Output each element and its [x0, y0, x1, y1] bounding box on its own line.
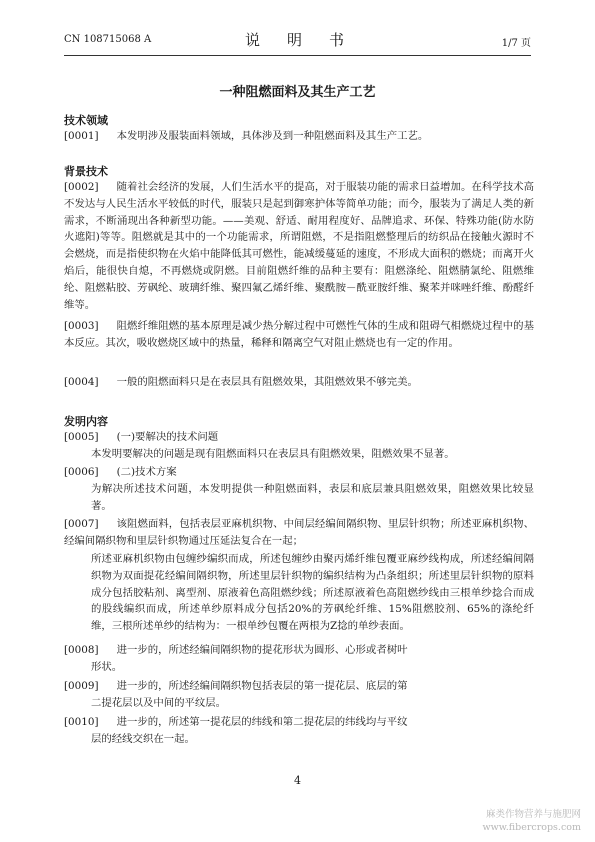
paragraph-0006 — [64, 464, 534, 481]
site-watermark — [483, 808, 581, 834]
paragraph-text: 该阻燃面料，包括表层亚麻机织物、中间层经编间隔织物、里层针织物；所述亚麻机织物、经编间隔织物和里层针织物通过压延法复合在一起； — [64, 518, 534, 547]
paragraph-number: [0002] — [64, 181, 99, 193]
patent-number: CN 108715068 A — [64, 34, 152, 45]
paragraph-text: (一)要解决的技术问题 — [116, 431, 219, 443]
page-of-indicator: 1/7 页 — [501, 38, 531, 49]
paragraph-text: 进一步的，所述第一提花层的纬线和第二提花层的纬线均与平纹 — [116, 716, 408, 728]
paragraph-number: [0004] — [64, 376, 99, 388]
paragraph-0003 — [64, 318, 534, 352]
paragraph-text: 进一步的，所述经编间隔织物的提花形状为圆形、心形或者树叶 — [116, 644, 408, 656]
paragraph-number: [0010] — [64, 716, 99, 728]
paragraph-0010 — [64, 714, 534, 731]
paragraph-text: 一般的阻燃面料只是在表层具有阻燃效果，其阻燃效果不够完美。 — [116, 376, 418, 388]
paragraph-text: 进一步的，所述经编间隔织物包括表层的第一提花层、底层的第 — [116, 680, 408, 692]
paragraph-0007 — [64, 516, 534, 550]
paragraph-0008 — [64, 642, 534, 659]
paragraph-0005-body: 本发明要解决的问题是现有阻燃面料只在表层具有阻燃效果，阻燃效果不显著。 — [91, 448, 455, 460]
paragraph-text: (二)技术方案 — [116, 466, 177, 478]
page-number: 4 — [294, 774, 301, 787]
paragraph-number: [0007] — [64, 518, 99, 530]
paragraph-0007-body: 所述亚麻机织物由包缠纱编织而成，所述包缠纱由聚丙烯纤维包覆亚麻纱线构成，所述经编间隔织物为双面提花经编间隔织物，所述里层针织物的编织结构为凸条组织；所述里层针织物的原料成分包括胶粘剂、离型剂、原液着色高阻燃纱线；所述原液着色高阻燃纱线由三根单纱捻合而成的股线编织而成，所述单纱原料成分包括20%的芳砜纶纤维、15%阻燃胶剂、65%的涤纶纤维，三根所述单纱的结构为：一根单纱包覆在两根为Z捻的单纱表面。 — [91, 553, 534, 633]
paragraph-0006-body: 为解决所述技术问题，本发明提供一种阻燃面料，表层和底层兼具阻燃效果，阻燃效果比较显著。 — [91, 483, 534, 512]
paragraph-0005 — [64, 429, 534, 446]
paragraph-number: [0003] — [64, 320, 99, 332]
header-divider — [64, 55, 531, 56]
paragraph-number: [0005] — [64, 431, 99, 443]
section-heading-tech-field: 技术领域 — [64, 114, 108, 127]
section-heading-invention: 发明内容 — [64, 415, 108, 428]
paragraph-0004 — [64, 374, 534, 391]
paragraph-0008-body: 形状。 — [91, 661, 123, 673]
paragraph-0009-body: 二提花层以及中间的平纹层。 — [91, 697, 227, 709]
paragraph-0010-body: 层的经线交织在一起。 — [91, 733, 195, 745]
paragraph-text: 阻燃纤维阻燃的基本原理是减少热分解过程中可燃性气体的生成和阻碍气相燃烧过程中的基本反应。其次，吸收燃烧区域中的热量，稀释和隔离空气对阻止燃烧也有一定的作用。 — [64, 320, 534, 349]
paragraph-number: [0008] — [64, 644, 99, 656]
paragraph-text: 本发明涉及服装面料领域，具体涉及到一种阻燃面料及其生产工艺。 — [116, 130, 429, 142]
document-title: 一种阻燃面料及其生产工艺 — [219, 85, 376, 100]
section-heading-background: 背景技术 — [64, 165, 108, 178]
watermark-url: www.fibercrops.com — [482, 822, 581, 833]
paragraph-0001 — [64, 128, 534, 145]
paragraph-0009 — [64, 678, 534, 695]
paragraph-text: 随着社会经济的发展，人们生活水平的提高，对于服装功能的需求日益增加。在科学技术高不发达与人民生活水平较低的时代，服装只是起到御寒护体等简单功能；而今，服装为了满足人类的新需求，不断涌现出各种新型功能。——美观、舒适、耐用程度好、品牌追求、环保、特殊功能(防水防火遮阳)等等。阻燃就是其中的一个功能需求，所谓阻燃，不是指阻燃整理后的纺织品在接触火源时不会燃烧，而是指使织物在火焰中能降低其可燃性，能减缓蔓延的速度，不形成大面积的燃烧；而离开火焰后，能很快自熄，不再燃烧或阴燃。目前阻燃纤维的品种主要有：阻燃涤纶、阻燃腈氯纶、阻燃维纶、阻燃粘胶、芳砜纶、玻璃纤维、聚四氟乙烯纤维、聚酰胺－酰亚胺纤维、聚苯并咪唑纤维、酚醛纤维等。 — [64, 181, 534, 311]
paragraph-number: [0009] — [64, 680, 99, 692]
paragraph-0002 — [64, 179, 534, 313]
document-type: 说 明 书 — [244, 31, 350, 49]
watermark-title: 麻类作物营养与施肥网 — [485, 809, 581, 820]
paragraph-number: [0006] — [64, 466, 99, 478]
paragraph-number: [0001] — [64, 130, 99, 142]
